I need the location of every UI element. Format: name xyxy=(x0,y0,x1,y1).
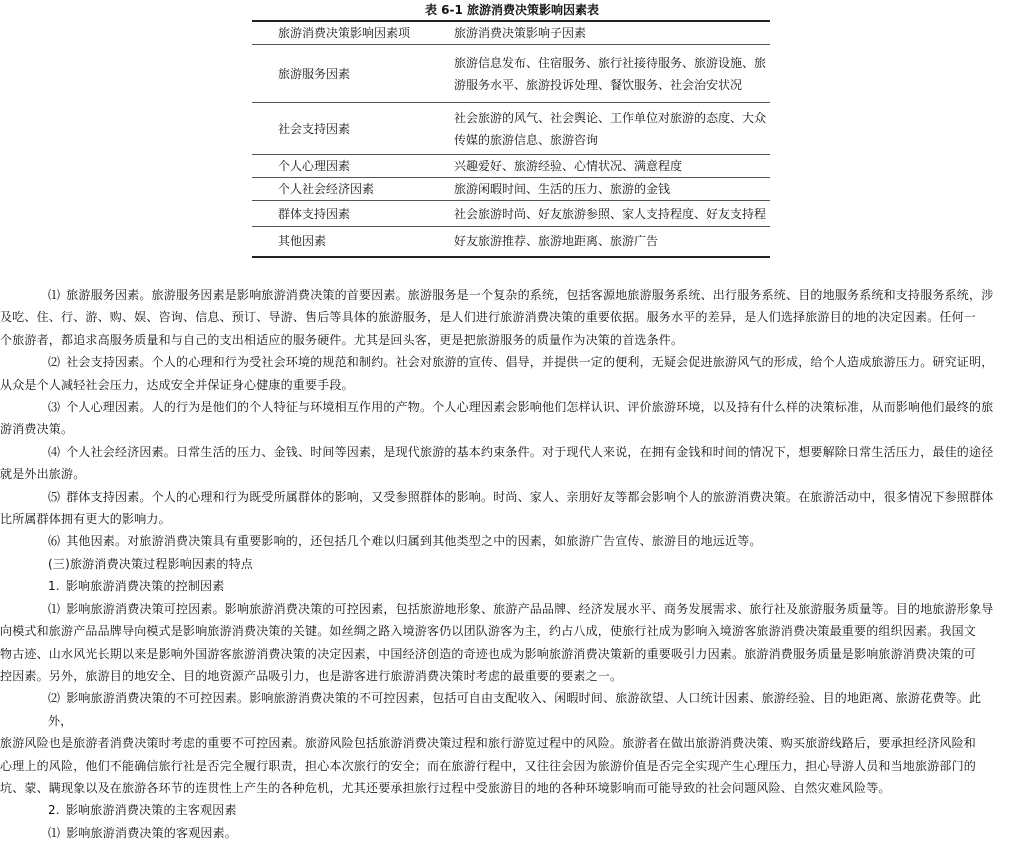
text-line xyxy=(48,799,1004,821)
line-text: 旅游风险也是旅游者消费决策时考虑的重要不可控因素。旅游风险包括旅游消费决策过程和旅行游览过程中的风险。旅游者在做出旅游消费决策、购买旅游线路后，要承担经济风险和 xyxy=(0,736,977,751)
line-text: 影响旅游消费决策的主客观因素 xyxy=(65,803,237,818)
line-text: 向模式和旅游产品品牌导向模式是影响旅游消费决策的关键。如丝绸之路入境游客仍以团队游客为主，约占八成，使旅行社成为影响入境游客旅游消费决策最重要的组织因素。我国文 xyxy=(0,624,977,639)
line-text: 及吃、住、行、游、购、娱、咨询、信息、预订、导游、售后等具体的旅游服务，是人们进行旅游消费决策的重要依据。服务水平的差异，是人们选择旅游目的地的决定因素。任何一 xyxy=(0,310,977,325)
table-row xyxy=(252,178,770,201)
list-number: ⑵ xyxy=(48,691,61,706)
row-sub: 社会旅游时尚、好友旅游参照、家人支持程度、好友支持程 xyxy=(454,206,767,221)
row-sub: 好友旅游推荐、旅游地距离、旅游广告 xyxy=(454,234,659,249)
text-line xyxy=(48,822,1004,844)
text-line xyxy=(0,777,1004,799)
row-item: 旅游服务因素 xyxy=(278,66,351,81)
line-text: 个人社会经济因素。日常生活的压力、金钱、时间等因素，是现代旅游的基本约束条件。对于现代人来说，在拥有金钱和时间的情况下，想要解除日常生活压力，最佳的途径 xyxy=(66,444,994,459)
list-number: ⑴ xyxy=(48,825,61,840)
line-text: 其他因素。对旅游消费决策具有重要影响的，还包括几个难以归属到其他类型之中的因素，如旅游广告宣传、旅游目的地远近等。 xyxy=(66,534,762,549)
text-line xyxy=(48,486,1004,508)
row-item: 个人心理因素 xyxy=(278,159,351,173)
line-text: (三)旅游消费决策过程影响因素的特点 xyxy=(48,556,253,571)
row-item: 个人社会经济因素 xyxy=(278,182,375,196)
line-text: 影响旅游消费决策的客观因素。 xyxy=(66,825,238,840)
row-sub: 社会旅游的风气、社会舆论、工作单位对旅游的态度、大众 传媒的旅游信息、旅游咨询 xyxy=(454,110,767,147)
text-line xyxy=(48,441,1004,463)
list-number: 2. xyxy=(48,803,60,818)
line-text: 社会支持因素。个人的心理和行为受社会环境的规范和制约。社会对旅游的宣传、倡导，并提供一定的便利，无疑会促进旅游风气的形成，给个人造成旅游压力。研究证明， xyxy=(66,355,994,370)
row-item: 社会支持因素 xyxy=(278,121,351,136)
row-item: 群体支持因素 xyxy=(278,206,351,221)
list-number: ⑹ xyxy=(48,534,61,549)
list-number: ⑸ xyxy=(48,489,61,504)
text-line xyxy=(48,351,1004,373)
text-line xyxy=(0,755,1004,777)
line-text: 从众是个人减轻社会压力，达成安全并保证身心健康的重要手段。 xyxy=(0,377,354,392)
body-text xyxy=(0,284,1004,844)
line-text: 控因素。另外，旅游目的地安全、目的地资源产品吸引力，也是游客进行旅游消费决策时考虑的最重要的要素之一。 xyxy=(0,668,623,683)
list-number: ⑷ xyxy=(48,444,61,459)
list-number: ⑴ xyxy=(48,601,61,616)
row-sub: 旅游闲暇时间、生活的压力、旅游的金钱 xyxy=(454,182,671,196)
text-line xyxy=(48,396,1004,418)
header-cell-sub: 旅游消费决策影响子因素 xyxy=(454,26,587,40)
line-text: 群体支持因素。个人的心理和行为既受所属群体的影响，又受参照群体的影响。时尚、家人、亲朋好友等都会影响个人的旅游消费决策。在旅游活动中，很多情况下参照群体 xyxy=(66,489,994,504)
text-line xyxy=(48,598,1004,620)
text-line xyxy=(0,620,1004,642)
row-sub: 旅游信息发布、住宿服务、旅行社接待服务、旅游设施、旅 游服务水平、旅游投诉处理、餐饮服务、社会治安状况 xyxy=(454,55,767,92)
text-line xyxy=(0,508,1004,530)
table-header-row xyxy=(252,21,770,45)
table-row xyxy=(252,155,770,178)
line-text: 心理上的风险，他们不能确信旅行社是否完全履行职责，担心本次旅行的安全；而在旅游行程中，又往往会因为旅游价值是否完全实现产生心理压力，担心导游人员和当地旅游部门的 xyxy=(0,758,977,773)
row-item: 其他因素 xyxy=(278,234,327,249)
line-text: 游消费决策。 xyxy=(0,422,74,437)
factors-table xyxy=(252,20,770,258)
table-row xyxy=(252,45,770,103)
text-line xyxy=(48,575,1004,597)
text-line xyxy=(0,329,1004,351)
list-number: ⑵ xyxy=(48,355,61,370)
text-line xyxy=(0,418,1004,440)
row-sub: 兴趣爱好、旅游经验、心情状况、满意程度 xyxy=(454,159,683,173)
text-line xyxy=(0,665,1004,687)
line-text: 影响旅游消费决策的控制因素 xyxy=(65,579,225,594)
list-number: 1. xyxy=(48,579,60,594)
line-text: 个人心理因素。人的行为是他们的个人特征与环境相互作用的产物。个人心理因素会影响他们怎样认识、评价旅游环境，以及持有什么样的决策标准，从而影响他们最终的旅 xyxy=(66,400,994,415)
table-row xyxy=(252,103,770,155)
line-text: 物古迹、山水风光长期以来是影响外国游客旅游消费决策的决定因素，中国经济创造的奇迹也成为影响旅游消费决策新的重要吸引力因素。旅游消费服务质量是影响旅游消费决策的可 xyxy=(0,646,977,661)
line-text: 比所属群体拥有更大的影响力。 xyxy=(0,512,171,527)
table-caption: 表 6-1 旅游消费决策影响因素表 xyxy=(424,3,600,17)
text-line xyxy=(48,284,1004,306)
line-text: 坑、蒙、瞒现象以及在旅游各环节的连贯性上产生的各种危机，尤其还要承担旅行过程中受旅游目的地的各种环境影响而可能导致的社会问题风险、自然灾难风险等。 xyxy=(0,780,891,795)
line-text: 影响旅游消费决策可控因素。影响旅游消费决策的可控因素，包括旅游地形象、旅游产品品牌、经济发展水平、商务发展需求、旅行社及旅游服务质量等。目的地旅游形象导 xyxy=(66,601,994,616)
list-number: ⑶ xyxy=(48,400,61,415)
line-text: 个旅游者，都追求高服务质量和与自己的支出相适应的服务硬件。尤其是回头客，更是把旅游服务的质量作为决策的首选条件。 xyxy=(0,332,684,347)
header-cell-item: 旅游消费决策影响因素项 xyxy=(278,26,411,40)
text-line xyxy=(48,553,1004,575)
text-line xyxy=(48,687,1004,732)
table-row xyxy=(252,201,770,227)
line-text: 就是外出旅游。 xyxy=(0,467,86,482)
text-line xyxy=(0,374,1004,396)
list-number: ⑴ xyxy=(48,288,61,302)
text-line xyxy=(0,643,1004,665)
text-line xyxy=(0,732,1004,754)
text-line xyxy=(0,463,1004,485)
table-row xyxy=(252,227,770,257)
line-text: 影响旅游消费决策的不可控因素。影响旅游消费决策的不可控因素，包括可自由支配收入、闲暇时间、旅游欲望、人口统计因素、旅游经验、目的地距离、旅游花费等。此外， xyxy=(48,691,982,728)
text-line xyxy=(0,306,1004,328)
text-line xyxy=(48,530,1004,552)
line-text: 旅游服务因素。旅游服务因素是影响旅游消费决策的首要因素。旅游服务是一个复杂的系统，包括客源地旅游服务系统、出行服务系统、目的地服务系统和支持服务系统，涉 xyxy=(66,288,994,302)
